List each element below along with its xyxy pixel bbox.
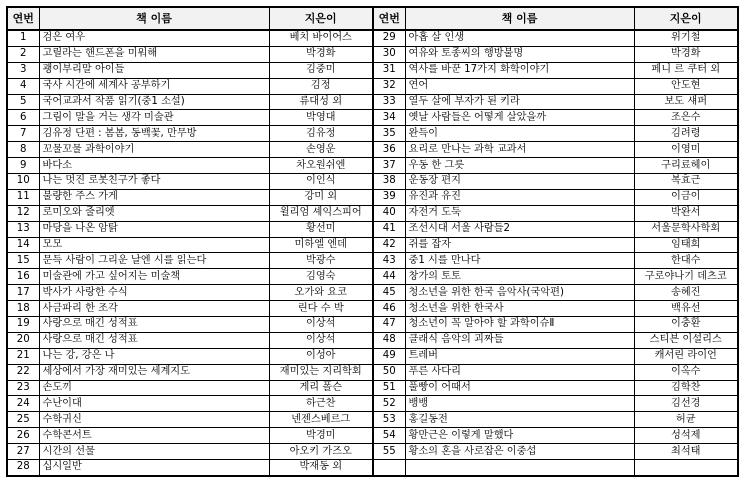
header-row: [7, 7, 738, 30]
book-author: 이영미: [634, 142, 738, 158]
header-title-right: 책 이름: [405, 7, 634, 30]
book-number: 8: [7, 142, 39, 158]
book-number: 26: [7, 428, 39, 444]
book-number: 20: [7, 332, 39, 348]
book-author: 재미있는 지리학회: [269, 364, 373, 380]
book-author: 서울문학사학회: [634, 221, 738, 237]
book-number: 35: [373, 126, 405, 142]
book-number: 11: [7, 189, 39, 205]
header-author-left: 지은이: [269, 7, 373, 30]
table-row: [7, 158, 738, 174]
book-number: 30: [373, 46, 405, 62]
book-author: 오가와 요코: [269, 285, 373, 301]
book-author: 이금이: [634, 189, 738, 205]
book-title: 청소년이 꼭 알아야 할 과학이슈Ⅱ: [405, 317, 634, 333]
table-row: [7, 428, 738, 444]
book-number: 54: [373, 428, 405, 444]
book-list-table: [6, 6, 739, 477]
book-author: 백유선: [634, 301, 738, 317]
book-title: 시간의 선물: [39, 444, 269, 460]
book-title: 바다소: [39, 158, 269, 174]
book-title: 김유정 단편 : 봄봄, 동백꽃, 만무방: [39, 126, 269, 142]
book-number: 2: [7, 46, 39, 62]
book-number: 29: [373, 30, 405, 46]
book-number: 7: [7, 126, 39, 142]
book-title: 세상에서 가장 재미있는 세계지도: [39, 364, 269, 380]
table-row: [7, 348, 738, 364]
book-title: 청소년을 위한 한국 음악사(국악편): [405, 285, 634, 301]
book-title: 사금파리 한 조각: [39, 301, 269, 317]
empty-cell: [634, 460, 738, 476]
book-author: 최석태: [634, 444, 738, 460]
book-title: 나는 강, 강은 나: [39, 348, 269, 364]
book-number: 40: [373, 205, 405, 221]
book-author: 허균: [634, 412, 738, 428]
table-row: [7, 94, 738, 110]
book-author: 아오키 가즈오: [269, 444, 373, 460]
book-title: 역사를 바꾼 17가지 화학이야기: [405, 62, 634, 78]
book-number: 50: [373, 364, 405, 380]
table-row: [7, 174, 738, 190]
book-author: 조은수: [634, 110, 738, 126]
book-author: 박영대: [269, 110, 373, 126]
book-author: 류대성 외: [269, 94, 373, 110]
table-row: [7, 126, 738, 142]
book-title: 황소의 혼을 사로잡은 이중섭: [405, 444, 634, 460]
book-number: 17: [7, 285, 39, 301]
book-number: 16: [7, 269, 39, 285]
book-author: 성석제: [634, 428, 738, 444]
book-title: 청소년을 위한 한국사: [405, 301, 634, 317]
book-number: 13: [7, 221, 39, 237]
book-number: 10: [7, 174, 39, 190]
book-rows: [7, 30, 738, 476]
table-row: [7, 30, 738, 46]
book-title: 옛날 사람들은 어떻게 살았을까: [405, 110, 634, 126]
book-author: 박광수: [269, 253, 373, 269]
table-row: [7, 46, 738, 62]
book-author: 한대수: [634, 253, 738, 269]
book-title: 수난이대: [39, 396, 269, 412]
book-title: 자전거 도둑: [405, 205, 634, 221]
book-author: 김학찬: [634, 380, 738, 396]
book-author: 복효근: [634, 174, 738, 190]
book-number: 15: [7, 253, 39, 269]
book-number: 25: [7, 412, 39, 428]
book-title: 로미오와 줄리엣: [39, 205, 269, 221]
book-number: 47: [373, 317, 405, 333]
book-number: 43: [373, 253, 405, 269]
book-number: 22: [7, 364, 39, 380]
book-author: 김정: [269, 78, 373, 94]
table-row: [7, 189, 738, 205]
book-author: 베치 바이어스: [269, 30, 373, 46]
book-author: 차오원쉬엔: [269, 158, 373, 174]
book-number: 9: [7, 158, 39, 174]
book-author: 안도현: [634, 78, 738, 94]
book-author: 김려령: [634, 126, 738, 142]
book-number: 52: [373, 396, 405, 412]
book-number: 44: [373, 269, 405, 285]
book-author: 박경화: [634, 46, 738, 62]
book-author: 김선경: [634, 396, 738, 412]
book-number: 36: [373, 142, 405, 158]
book-number: 39: [373, 189, 405, 205]
book-number: 6: [7, 110, 39, 126]
book-title: 문득 사람이 그리운 날엔 시를 읽는다: [39, 253, 269, 269]
book-author: 박완서: [634, 205, 738, 221]
book-author: 구리료헤이: [634, 158, 738, 174]
book-number: 37: [373, 158, 405, 174]
book-title: 아홉 살 인생: [405, 30, 634, 46]
book-title: 트레버: [405, 348, 634, 364]
table-row: [7, 412, 738, 428]
book-title: 수학콘서트: [39, 428, 269, 444]
book-title: 십시일반: [39, 460, 269, 476]
table-row: [7, 62, 738, 78]
book-title: 손도끼: [39, 380, 269, 396]
book-author: 이성아: [269, 348, 373, 364]
book-author: 김중미: [269, 62, 373, 78]
book-title: 고릴라는 핸드폰을 미워해: [39, 46, 269, 62]
book-author: 위기철: [634, 30, 738, 46]
book-title: 클래식 음악의 괴짜들: [405, 332, 634, 348]
book-number: 14: [7, 237, 39, 253]
book-number: 33: [373, 94, 405, 110]
book-title: 우동 한 그릇: [405, 158, 634, 174]
table-row: [7, 78, 738, 94]
book-title: 박사가 사랑한 수식: [39, 285, 269, 301]
book-number: 23: [7, 380, 39, 396]
book-title: 홍길동전: [405, 412, 634, 428]
book-number: 53: [373, 412, 405, 428]
book-title: 중1 시를 만나다: [405, 253, 634, 269]
book-author: 스티븐 이설리스: [634, 332, 738, 348]
book-author: 게리 폴슨: [269, 380, 373, 396]
book-number: 34: [373, 110, 405, 126]
table-row: [7, 285, 738, 301]
book-title: 마당을 나온 암탉: [39, 221, 269, 237]
book-title: 풀빵이 어때서: [405, 380, 634, 396]
table-row: [7, 110, 738, 126]
book-title: 쥐를 잡자: [405, 237, 634, 253]
book-title: 열두 살에 부자가 된 키라: [405, 94, 634, 110]
book-number: 12: [7, 205, 39, 221]
table-row: [7, 444, 738, 460]
table-row: [7, 221, 738, 237]
book-author: 박재동 외: [269, 460, 373, 476]
header-num-left: 연번: [7, 7, 39, 30]
book-title: 국사 시간에 세계사 공부하기: [39, 78, 269, 94]
book-number: 49: [373, 348, 405, 364]
book-author: 페니 르 쿠터 외: [634, 62, 738, 78]
table-row: [7, 269, 738, 285]
book-author: 이상석: [269, 332, 373, 348]
book-author: 미하엘 엔데: [269, 237, 373, 253]
book-title: 수학귀신: [39, 412, 269, 428]
book-title: 사랑으로 매긴 성적표: [39, 317, 269, 333]
book-author: 린다 수 박: [269, 301, 373, 317]
book-number: 51: [373, 380, 405, 396]
empty-cell: [373, 460, 405, 476]
book-number: 42: [373, 237, 405, 253]
table-row: [7, 396, 738, 412]
book-number: 45: [373, 285, 405, 301]
empty-cell: [405, 460, 634, 476]
book-author: 윌리엄 셰익스피어: [269, 205, 373, 221]
book-author: 이상석: [269, 317, 373, 333]
book-author: 보도 섀퍼: [634, 94, 738, 110]
book-title: 국어교과서 작품 읽기(중1 소설): [39, 94, 269, 110]
book-number: 41: [373, 221, 405, 237]
table-row: [7, 253, 738, 269]
book-title: 괭이부리말 아이들: [39, 62, 269, 78]
book-number: 27: [7, 444, 39, 460]
table-row: [7, 317, 738, 333]
table-row: [7, 460, 738, 476]
book-number: 31: [373, 62, 405, 78]
book-author: 이인식: [269, 174, 373, 190]
book-author: 김영숙: [269, 269, 373, 285]
book-number: 55: [373, 444, 405, 460]
book-number: 5: [7, 94, 39, 110]
book-title: 미술관에 가고 싶어지는 미술책: [39, 269, 269, 285]
book-number: 1: [7, 30, 39, 46]
header-title-left: 책 이름: [39, 7, 269, 30]
book-title: 뱅뱅: [405, 396, 634, 412]
book-title: 유진과 유진: [405, 189, 634, 205]
table-row: [7, 205, 738, 221]
book-title: 그림이 말을 거는 생각 미술관: [39, 110, 269, 126]
book-title: 나는 멋진 로봇친구가 좋다: [39, 174, 269, 190]
book-author: 손영운: [269, 142, 373, 158]
book-author: 이옥수: [634, 364, 738, 380]
header-author-right: 지은이: [634, 7, 738, 30]
book-author: 황선미: [269, 221, 373, 237]
book-title: 모모: [39, 237, 269, 253]
book-author: 하근찬: [269, 396, 373, 412]
book-title: 조선시대 서울 사람들2: [405, 221, 634, 237]
book-author: 이충환: [634, 317, 738, 333]
table-row: [7, 380, 738, 396]
book-title: 완득이: [405, 126, 634, 142]
book-author: 캐서린 라이언: [634, 348, 738, 364]
table-row: [7, 237, 738, 253]
book-number: 28: [7, 460, 39, 476]
book-title: 불량한 주스 가게: [39, 189, 269, 205]
book-title: 푸른 사다리: [405, 364, 634, 380]
book-number: 3: [7, 62, 39, 78]
book-title: 검은 여우: [39, 30, 269, 46]
book-author: 구로야나기 데츠코: [634, 269, 738, 285]
book-number: 21: [7, 348, 39, 364]
book-title: 요리로 만나는 과학 교과서: [405, 142, 634, 158]
book-author: 박경화: [269, 46, 373, 62]
book-number: 4: [7, 78, 39, 94]
table-row: [7, 364, 738, 380]
book-number: 18: [7, 301, 39, 317]
book-number: 32: [373, 78, 405, 94]
table-row: [7, 142, 738, 158]
book-title: 황만근은 이렇게 말했다: [405, 428, 634, 444]
book-list-sheet: [6, 6, 737, 477]
book-title: 창가의 토토: [405, 269, 634, 285]
table-row: [7, 301, 738, 317]
book-author: 송혜진: [634, 285, 738, 301]
book-author: 강미 외: [269, 189, 373, 205]
table-row: [7, 332, 738, 348]
book-number: 38: [373, 174, 405, 190]
book-author: 김유정: [269, 126, 373, 142]
book-number: 46: [373, 301, 405, 317]
book-number: 19: [7, 317, 39, 333]
header-num-right: 연번: [373, 7, 405, 30]
book-author: 박경미: [269, 428, 373, 444]
book-author: 임태희: [634, 237, 738, 253]
book-title: 연어: [405, 78, 634, 94]
book-number: 24: [7, 396, 39, 412]
book-title: 여유와 토종씨의 행방불명: [405, 46, 634, 62]
book-title: 운동장 편지: [405, 174, 634, 190]
book-author: 넨젠스베르그: [269, 412, 373, 428]
book-number: 48: [373, 332, 405, 348]
book-title: 꼬물꼬물 과학이야기: [39, 142, 269, 158]
book-title: 사랑으로 매긴 성적표: [39, 332, 269, 348]
